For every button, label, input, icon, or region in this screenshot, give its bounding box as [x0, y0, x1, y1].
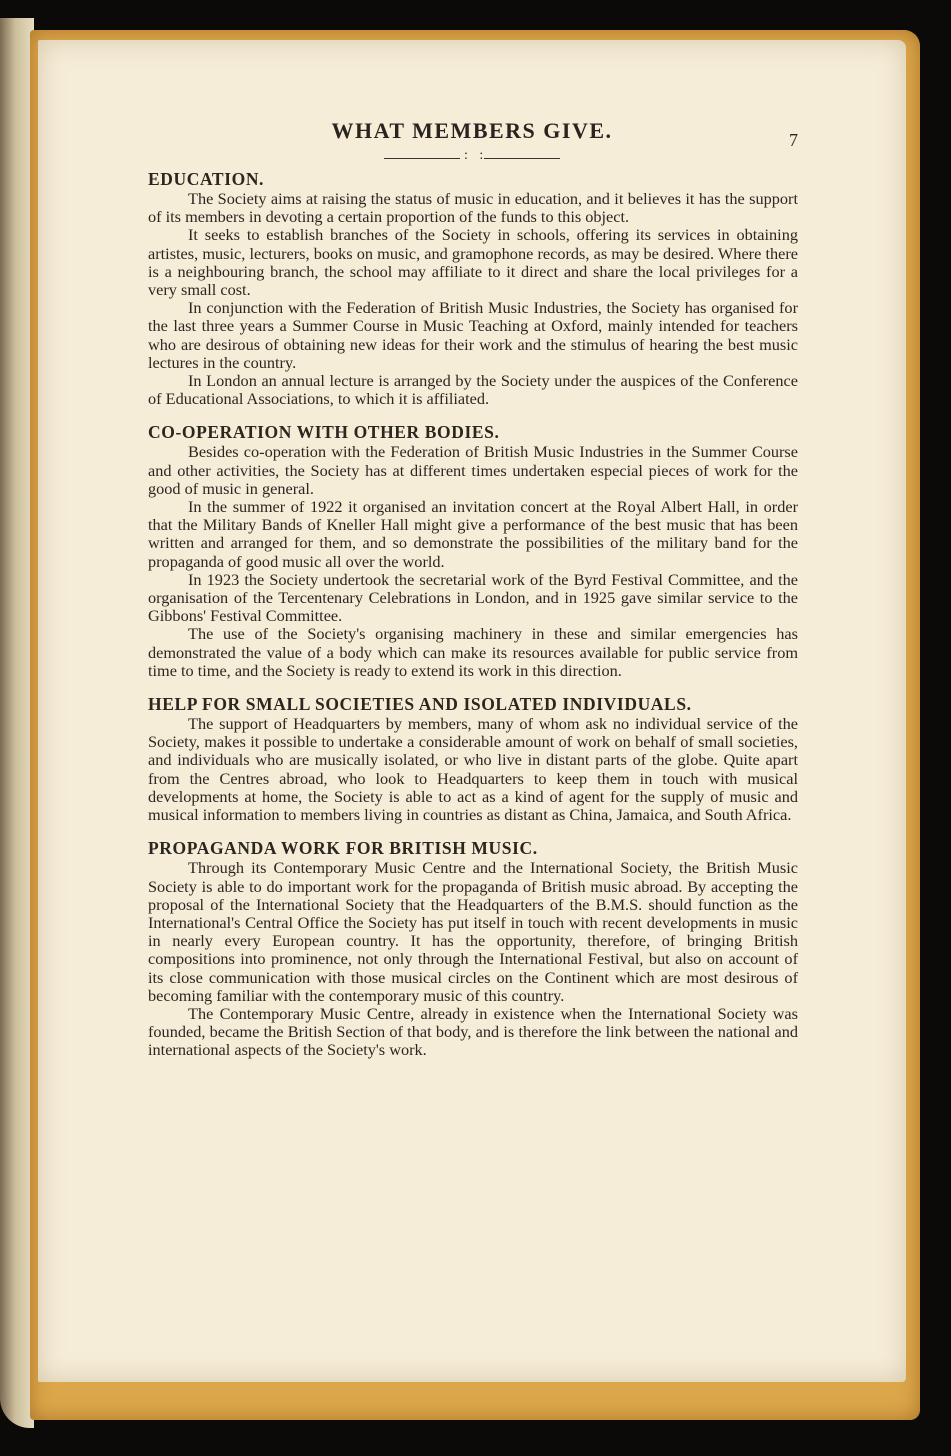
- section-education: [148, 168, 798, 408]
- page-body: [148, 168, 798, 1073]
- paragraph: In conjunction with the Federation of British Music Industries, the Society has organised for the last three years a Summer Course in Music Teaching at Oxford, mainly intended for teachers who are desirous of obtaining new ideas for their work and the stimulus of hearing the best music lectures in the country.: [148, 298, 798, 372]
- paragraph: The use of the Society's organising machinery in these and similar emergencies has demonstrated the value of a body which can make its resources available for public service from time to time, and the Society is ready to extend its work in this direction.: [148, 624, 798, 680]
- section-co-operation: [148, 421, 798, 680]
- paragraph: The support of Headquarters by members, many of whom ask no individual service of the Society, makes it possible to undertake a considerable amount of work on behalf of small societies, and individuals who are musically isolated, or who live in distant parts of the globe. Quite apart from the Centres abroad, who look to Headquarters to keep them in touch with musical developments at home, the Society is able to act as a kind of agent for the supply of music and musical information to members living in countries as distant as China, Jamaica, and South Africa.: [148, 714, 798, 825]
- paragraph: Besides co-operation with the Federation of British Music Industries in the Summer Course and other activities, the Society has at different times undertaken especial pieces of work for the good of music in general.: [148, 442, 798, 498]
- paragraph: In the summer of 1922 it organised an invitation concert at the Royal Albert Hall, in order that the Military Bands of Kneller Hall might give a performance of the best music that has been written and arranged for them, and so demonstrate the possibilities of the military band for the propaganda of good music all over the world.: [148, 497, 798, 571]
- ornament-rule-left: [384, 158, 460, 159]
- section-heading: EDUCATION.: [148, 169, 265, 189]
- paragraph: It seeks to establish branches of the Society in schools, offering its services in obtaining artistes, music, lecturers, books on music, and gramophone records, as may be desired. Where there is a neighbouring branch, the school may affiliate to it direct and share the local privileges for a very small cost.: [148, 225, 798, 300]
- page-number: 7: [789, 130, 798, 150]
- paragraph: In London an annual lecture is arranged by the Society under the auspices of the Conference of Educational Associations, to which it is affiliated.: [148, 371, 798, 409]
- paragraph: In 1923 the Society undertook the secretarial work of the Byrd Festival Committee, and the organisation of the Tercentenary Celebrations in London, and in 1925 gave similar service to the Gibbons' Festival Committee.: [148, 569, 798, 626]
- paragraph: The Contemporary Music Centre, already in existence when the International Society was founded, became the British Section of that body, and is therefore the link between the national and international aspects of the Society's work.: [148, 1003, 798, 1060]
- paragraph: Through its Contemporary Music Centre and the International Society, the British Music Society is able to do important work for the propaganda of British music abroad. By accepting the proposal of the International Society that the Headquarters of the B.M.S. should function as the International's Central Office the Society has put itself in touch with recent developments in music in nearly every European country. It has the opportunity, therefore, of bringing British compositions into prominence, not only through the International Festival, but also on account of its close communication with those musical circles on the Continent which are most desirous of becoming familiar with the contemporary music of this country.: [148, 858, 798, 1005]
- book-page: [38, 40, 906, 1382]
- facing-page-edge: [0, 18, 34, 1428]
- section-help-small-societies: [148, 693, 798, 824]
- ornament-rule-right: [484, 158, 560, 159]
- section-heading: CO-OPERATION WITH OTHER BODIES.: [148, 422, 500, 443]
- title-ornament: [384, 148, 560, 166]
- section-heading: HELP FOR SMALL SOCIETIES AND ISOLATED INDIVIDUALS.: [148, 694, 692, 715]
- section-propaganda: [148, 837, 798, 1059]
- section-heading: PROPAGANDA WORK FOR BRITISH MUSIC.: [148, 838, 538, 859]
- ornament-dots: : :: [464, 148, 488, 163]
- paragraph: The Society aims at raising the status of music in education, and it believes it has the support of its members in devoting a certain proportion of the funds to this object.: [148, 189, 798, 227]
- running-head: WHAT MEMBERS GIVE.: [331, 118, 613, 143]
